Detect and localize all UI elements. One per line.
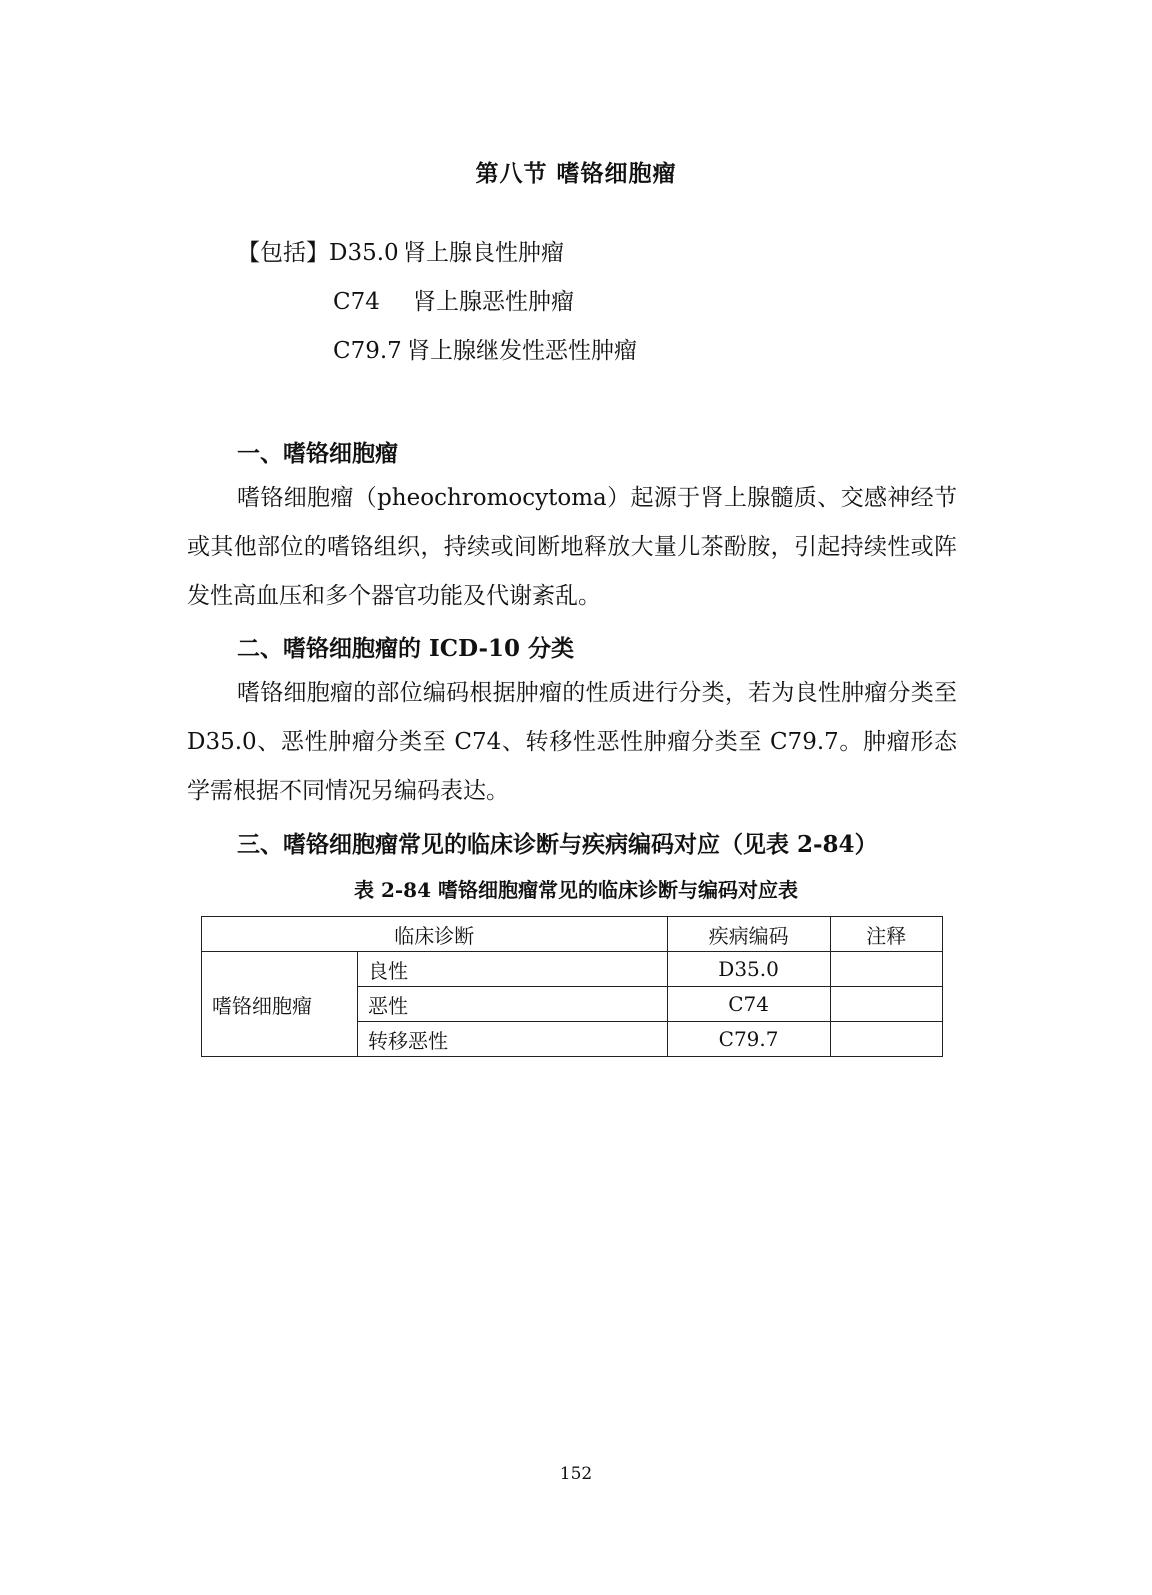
code-table xyxy=(201,916,943,1057)
include-desc: 肾上腺良性肿瘤 xyxy=(403,240,564,266)
include-code: C79.7 xyxy=(333,338,402,364)
type-cell: 转移恶性 xyxy=(358,1022,668,1057)
section-heading-2: 二、嗜铬细胞瘤的 ICD-10 分类 xyxy=(237,635,575,662)
header-code: 疾病编码 xyxy=(667,917,830,952)
table-row xyxy=(202,952,943,987)
include-code: C74 xyxy=(333,289,380,315)
includes-label: 【包括】 xyxy=(237,240,329,266)
note-cell xyxy=(830,952,942,987)
header-diagnosis: 临床诊断 xyxy=(202,917,668,952)
code-cell: C79.7 xyxy=(667,1022,830,1057)
header-note: 注释 xyxy=(830,917,942,952)
page-number: 152 xyxy=(559,1464,593,1484)
section-heading-3: 三、嗜铬细胞瘤常见的临床诊断与疾病编码对应（见表 2-84） xyxy=(237,831,878,858)
section-body-2: 嗜铬细胞瘤的部位编码根据肿瘤的性质进行分类，若为良性肿瘤分类至 D35.0、恶性肿瘤分类至 C74、转移性恶性肿瘤分类至 C79.7。肿瘤形态学需根据不同情况另编码表达。 xyxy=(187,680,957,804)
table-title: 表 2-84 嗜铬细胞瘤常见的临床诊断与编码对应表 xyxy=(354,878,798,902)
table-header-row xyxy=(202,917,943,952)
includes-line-3 xyxy=(333,336,637,366)
section-heading-1: 一、嗜铬细胞瘤 xyxy=(237,440,398,467)
includes-line-1 xyxy=(237,238,564,268)
group-cell: 嗜铬细胞瘤 xyxy=(202,952,358,1057)
section-title: 第八节 嗜铬细胞瘤 xyxy=(475,160,677,187)
includes-line-2 xyxy=(333,287,574,317)
type-cell: 良性 xyxy=(358,952,668,987)
include-desc: 肾上腺继发性恶性肿瘤 xyxy=(407,338,637,364)
include-desc: 肾上腺恶性肿瘤 xyxy=(413,289,574,315)
note-cell xyxy=(830,1022,942,1057)
include-code: D35.0 xyxy=(329,240,399,266)
type-cell: 恶性 xyxy=(358,987,668,1022)
section-body-1: 嗜铬细胞瘤（pheochromocytoma）起源于肾上腺髓质、交感神经节或其他部位的嗜铬组织，持续或间断地释放大量儿茶酚胺，引起持续性或阵发性高血压和多个器官功能及代谢紊乱。 xyxy=(187,485,957,609)
code-cell: D35.0 xyxy=(667,952,830,987)
note-cell xyxy=(830,987,942,1022)
code-cell: C74 xyxy=(667,987,830,1022)
